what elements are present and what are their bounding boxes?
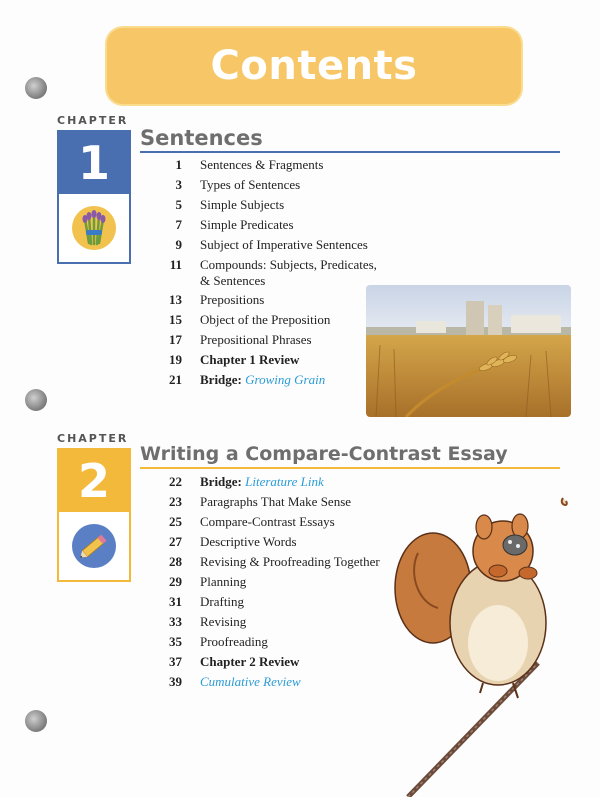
toc-entry-title: Types of Sentences	[200, 177, 301, 192]
toc-entry[interactable]	[162, 177, 422, 193]
toc-page-number: 21	[169, 372, 182, 387]
toc-entry[interactable]	[162, 674, 422, 690]
toc-entry-title: Drafting	[200, 594, 245, 609]
toc-page-number: 19	[169, 352, 182, 367]
toc-page-number: 7	[175, 217, 182, 232]
toc-page-number: 28	[169, 554, 182, 569]
toc-entry-title: Revising	[200, 614, 247, 629]
chapter-2-title: Writing a Compare-Contrast Essay	[140, 443, 508, 465]
chapter-1-title: Sentences	[140, 126, 263, 150]
toc-entry[interactable]	[162, 594, 422, 610]
binder-hole-top	[25, 77, 47, 99]
toc-entry-title: Revising & Proofreading Together	[200, 554, 380, 569]
toc-entry-title: Simple Subjects	[200, 197, 285, 212]
toc-entry-title: Chapter 2 Review	[200, 654, 300, 669]
binder-hole-middle	[25, 389, 47, 411]
chapter-1-badge	[57, 130, 131, 264]
toc-entry-prefix: Bridge:	[200, 372, 242, 387]
toc-page-number: 9	[175, 237, 182, 252]
toc-entry-title: Simple Predicates	[200, 217, 294, 232]
toc-entry-title: Object of the Preposition	[200, 312, 331, 327]
toc-entry-title: Prepositions	[200, 292, 265, 307]
toc-entry[interactable]	[162, 574, 422, 590]
chapter-2-rule	[140, 467, 560, 469]
toc-page-number: 13	[169, 292, 182, 307]
toc-page-number: 25	[169, 514, 182, 529]
toc-page-number: 1	[175, 157, 182, 172]
toc-entry-title: Subject of Imperative Sentences	[200, 237, 368, 252]
chapter-1-rule	[140, 151, 560, 153]
squirrel-illustration	[388, 493, 578, 797]
toc-entry-title-line1: Compounds: Subjects, Predicates,	[200, 257, 377, 272]
toc-page-number: 37	[169, 654, 182, 669]
toc-page-number: 35	[169, 634, 182, 649]
toc-entry-title: Prepositional Phrases	[200, 332, 312, 347]
toc-entry-title: Chapter 1 Review	[200, 352, 300, 367]
toc-entry[interactable]	[162, 237, 422, 253]
toc-page-number: 27	[169, 534, 182, 549]
contents-banner	[107, 28, 521, 104]
pencil-icon	[72, 524, 116, 568]
toc-entry-link[interactable]: Growing Grain	[245, 372, 326, 387]
toc-entry[interactable]	[162, 197, 422, 213]
toc-page-number: 22	[169, 474, 182, 489]
toc-entry-title-line2: & Sentences	[200, 273, 266, 288]
toc-page-number: 29	[169, 574, 182, 589]
toc-entry[interactable]	[162, 534, 422, 550]
toc-entry[interactable]	[162, 157, 422, 173]
toc-entry-title: Compare-Contrast Essays	[200, 514, 335, 529]
chapter-2-badge	[57, 448, 131, 582]
toc-page-number: 39	[169, 674, 182, 689]
chapter-2-label: CHAPTER	[57, 432, 129, 445]
toc-entry-title: Paragraphs That Make Sense	[200, 494, 352, 509]
asparagus-icon	[72, 206, 116, 250]
toc-page-number: 15	[169, 312, 182, 327]
wheat-field-photo	[366, 285, 571, 417]
toc-entry-title: Proofreading	[200, 634, 268, 649]
toc-entry[interactable]	[162, 217, 422, 233]
toc-entry[interactable]	[162, 514, 422, 530]
toc-page-number: 5	[175, 197, 182, 212]
toc-entry[interactable]	[162, 614, 422, 630]
toc-entry-title: Sentences & Fragments	[200, 157, 324, 172]
toc-page-number: 23	[169, 494, 182, 509]
toc-page-number: 31	[169, 594, 182, 609]
toc-entry-link[interactable]: Literature Link	[245, 474, 324, 489]
toc-page-number: 33	[169, 614, 182, 629]
toc-entry[interactable]	[162, 654, 422, 670]
toc-entry[interactable]	[162, 494, 422, 510]
chapter-1-number: 1	[59, 132, 129, 194]
toc-entry-title: Descriptive Words	[200, 534, 297, 549]
toc-entry[interactable]	[162, 474, 422, 490]
page-title: Contents	[210, 43, 418, 89]
toc-page-number: 11	[169, 257, 182, 272]
toc-page-number: 17	[169, 332, 182, 347]
binder-hole-bottom	[25, 710, 47, 732]
toc-entry-title: Planning	[200, 574, 247, 589]
toc-entry[interactable]	[162, 554, 422, 570]
toc-entry-link[interactable]: Cumulative Review	[200, 674, 301, 689]
toc-page-number: 3	[175, 177, 182, 192]
toc-entry-prefix: Bridge:	[200, 474, 242, 489]
chapter-1-label: CHAPTER	[57, 114, 129, 127]
toc-entry[interactable]	[162, 634, 422, 650]
chapter-2-number: 2	[59, 450, 129, 512]
